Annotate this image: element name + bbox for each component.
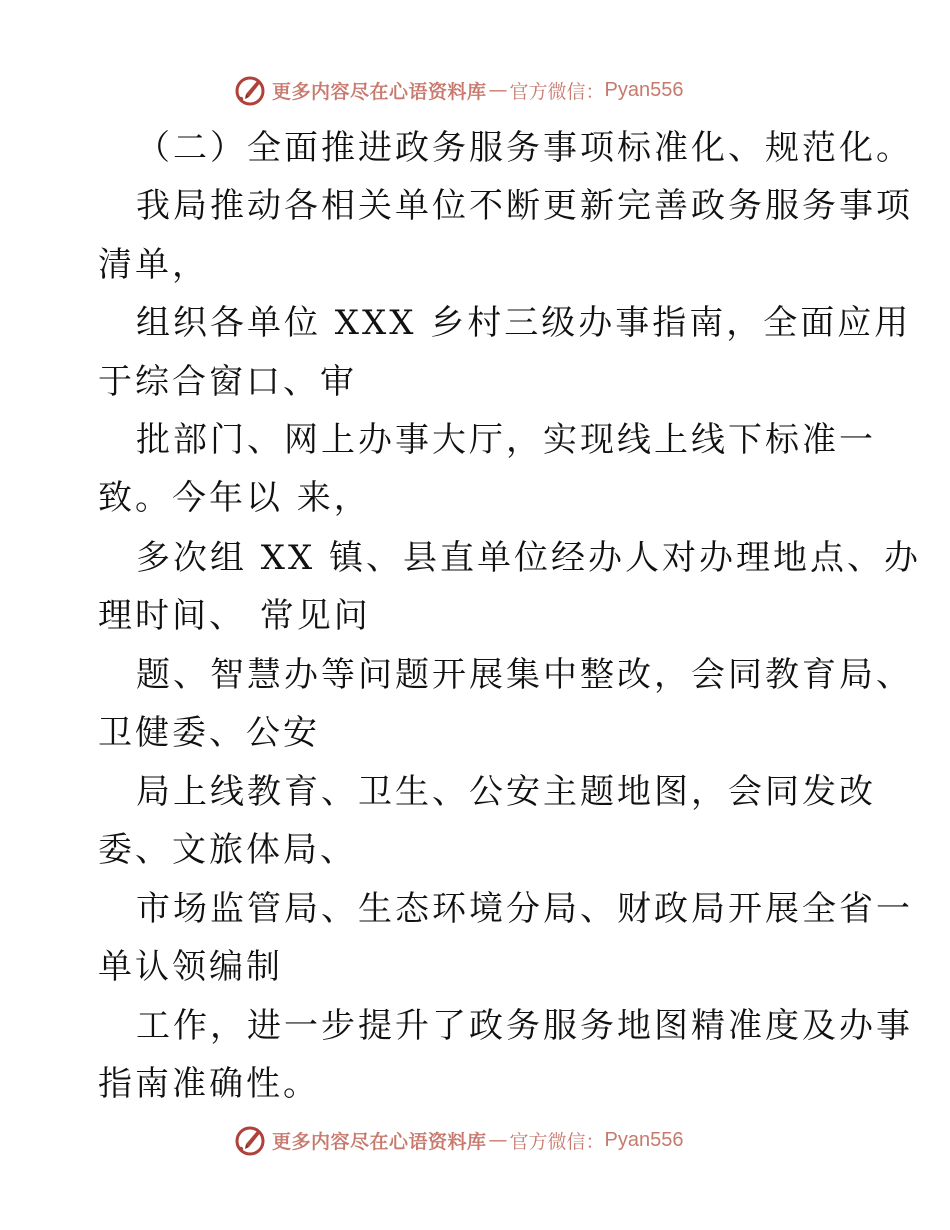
watermark-text: 更多内容尽在心语资料库 (272, 1130, 487, 1153)
header-watermark (0, 70, 950, 110)
paragraph-line: 局上线教育、卫生、公安主题地图，会同发改 (136, 772, 876, 812)
paragraph-line: 卫健委、公安 (98, 713, 320, 753)
paragraph-line: 我局推动各相关单位不断更新完善政务服务事项 (136, 186, 913, 226)
watermark-text: 更多内容尽在心语资料库 (272, 80, 487, 103)
watermark-dash: — (488, 79, 508, 101)
watermark-wechat-label: 官方微信： (509, 80, 605, 103)
paragraph-line: 单认领编制 (98, 947, 283, 987)
paragraph-line: 委、文旅体局、 (98, 830, 357, 870)
paragraph-line: 工作，进一步提升了政务服务地图精准度及办事 (136, 1006, 913, 1046)
paragraph-line: 多次组 XX 镇、县直单位经办人对办理地点、办 (136, 538, 922, 578)
footer-watermark (0, 1120, 950, 1160)
paragraph-line: 于综合窗口、审 (98, 362, 357, 402)
watermark-wechat-label: 官方微信： (509, 1130, 605, 1153)
watermark-wechat-id: Pyan556 (604, 1128, 684, 1151)
paragraph-line: 致。今年以 来， (98, 478, 371, 518)
paragraph-line: 题、智慧办等问题开展集中整改，会同教育局、 (136, 655, 913, 695)
paragraph-line: 组织各单位 XXX 乡村三级办事指南，全面应用 (136, 303, 912, 343)
paragraph-line: 清单， (98, 245, 209, 285)
paragraph-line: 市场监管局、生态环境分局、财政局开展全省一 (136, 889, 913, 929)
paragraph-line: 批部门、网上办事大厅，实现线上线下标准一 (136, 420, 876, 460)
watermark-dash: — (488, 1129, 508, 1151)
paragraph-line: 理时间、 常见问 (98, 596, 371, 636)
pen-logo-icon (232, 1122, 268, 1158)
section-heading: （二）全面推进政务服务事项标准化、规范化。 (136, 128, 913, 168)
pen-logo-icon (232, 72, 268, 108)
watermark-wechat-id: Pyan556 (604, 78, 684, 101)
paragraph-line: 指南准确性。 (98, 1064, 320, 1104)
